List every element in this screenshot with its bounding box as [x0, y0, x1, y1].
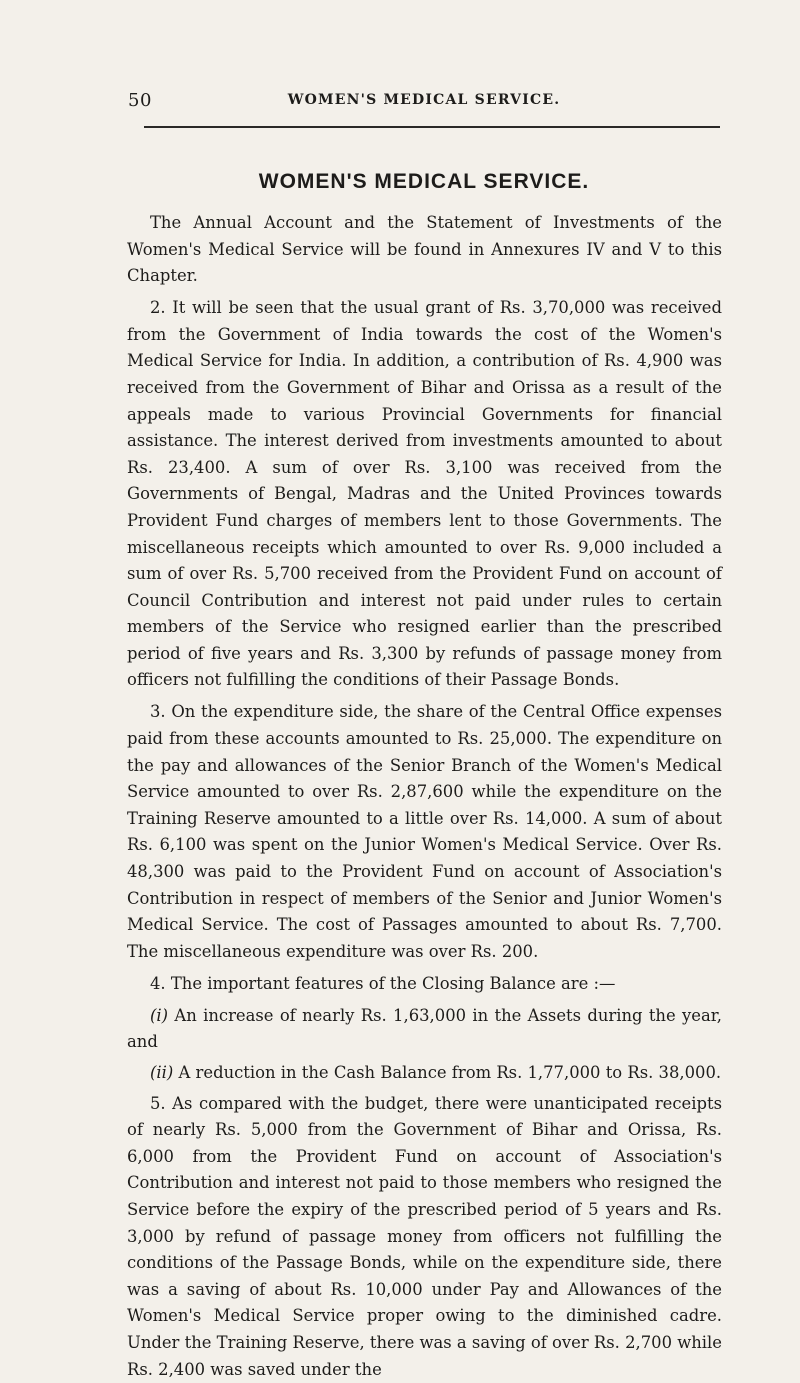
- item-i-text: An increase of nearly Rs. 1,63,000 in the Assets during the year, and: [127, 1005, 722, 1052]
- paragraph-5: 5. As compared with the budget, there were unanticipated receipts of nearly Rs. 5,000 from the Government of Bihar and Orissa, Rs. 6,000 from the Provident Fund on account of Association's Contribution and interest not paid to those members who resigned the Service before the expiry of the prescribed period of 5 years and Rs. 3,000 by refund of passage money from officers not fulfilling the conditions of the Passage Bonds, while on the expenditure side, there was a saving of about Rs. 10,000 under Pay and Allowances of the Women's Medical Service proper owing to the diminished cadre. Under the Training Reserve, there was a saving of over Rs. 2,700 while Rs. 2,400 was saved under the: [127, 1093, 722, 1379]
- paragraph-4-item-ii: [127, 1060, 722, 1087]
- paragraph-4-item-i: [127, 1003, 722, 1056]
- item-ii-label: (ii): [150, 1062, 174, 1082]
- item-ii-text: A reduction in the Cash Balance from Rs. 1,77,000 to Rs. 38,000.: [173, 1062, 722, 1082]
- paragraph-1: The Annual Account and the Statement of Investments of the Women's Medical Service will be found in Annexures IV and V to this Chapter.: [127, 213, 722, 286]
- page-number: 50: [128, 90, 152, 111]
- paragraph-4: 4. The important features of the Closing Balance are :—: [150, 973, 616, 993]
- item-i-label: (i): [150, 1005, 169, 1025]
- section-title: WOMEN'S MEDICAL SERVICE.: [258, 170, 590, 193]
- running-header: [128, 90, 720, 114]
- running-title: WOMEN'S MEDICAL SERVICE.: [287, 92, 561, 108]
- paragraph-3: 3. On the expenditure side, the share of the Central Office expenses paid from these accounts amounted to Rs. 25,000. The expenditure on the pay and allowances of the Senior Branch of the Women's Medical Service amounted to over Rs. 2,87,600 while the expenditure on the Training Reserve amounted to a little over Rs. 14,000. A sum of about Rs. 6,100 was spent on the Junior Women's Medical Service. Over Rs. 48,300 was paid to the Provident Fund on account of Association's Contribution in respect of members of the Senior and Junior Women's Medical Service. The cost of Passages amounted to about Rs. 7,700. The miscellaneous expenditure was over Rs. 200.: [127, 702, 722, 961]
- header-rule: [144, 126, 720, 128]
- paragraph-2: 2. It will be seen that the usual grant of Rs. 3,70,000 was received from the Government of India towards the cost of the Women's Medical Service for India. In addition, a contribution of Rs. 4,900 was received from the Government of Bihar and Orissa as a result of the appeals made to various Provincial Governments for financial assistance. The interest derived from investments amounted to about Rs. 23,400. A sum of over Rs. 3,100 was received from the Governments of Bengal, Madras and the United Provinces towards Provident Fund charges of members lent to those Governments. The miscellaneous receipts which amounted to over Rs. 9,000 included a sum of over Rs. 5,700 received from the Provident Fund on account of Council Contribution and interest not paid under rules to certain members of the Service who resigned earlier than the prescribed period of five years and Rs. 3,300 by refunds of passage money from officers not fulfilling the conditions of their Passage Bonds.: [127, 298, 722, 690]
- body-text: [127, 210, 722, 1383]
